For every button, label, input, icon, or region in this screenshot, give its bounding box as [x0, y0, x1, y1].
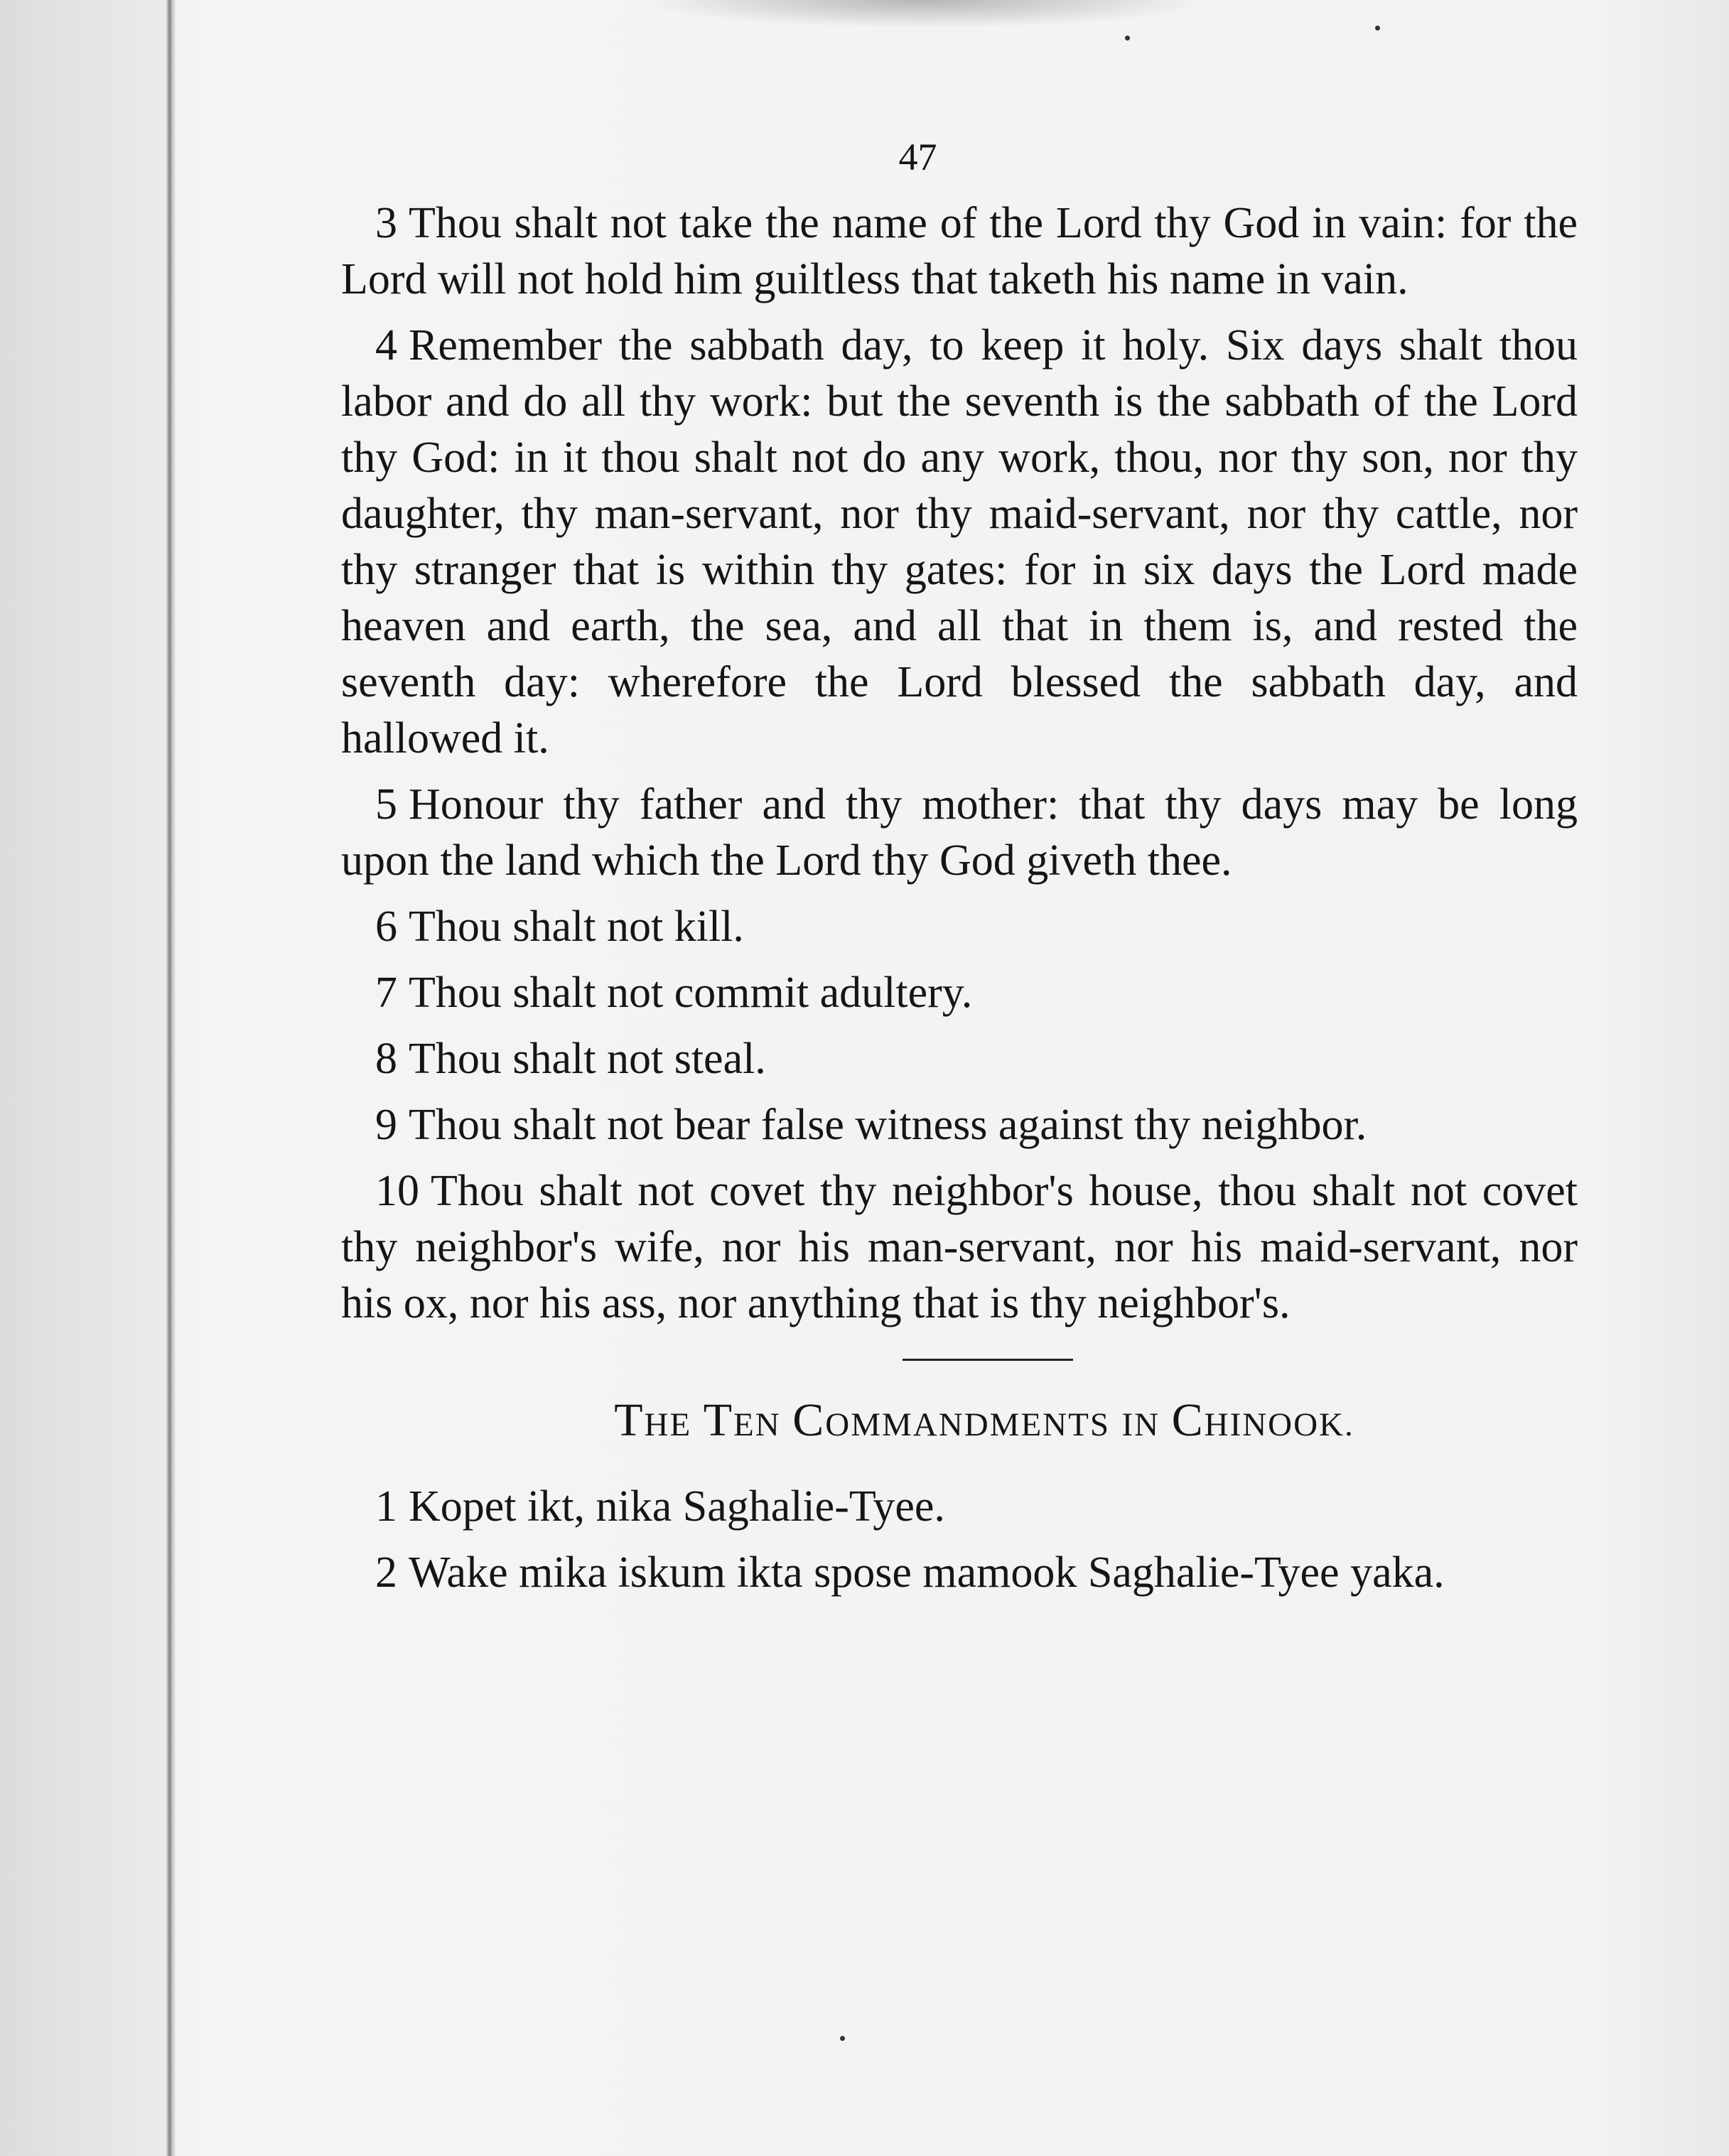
- title-word: CHINOOK.: [1171, 1394, 1354, 1446]
- page-number: 47: [898, 136, 937, 178]
- commandment-4: [341, 318, 1578, 767]
- commandment-3: [341, 195, 1578, 308]
- verse-text: Thou shalt not covet thy neighbor's house, thou shalt not covet thy neighbor's wife, nor his man-servant, nor his maid-servant, nor his ox, nor his ass, nor anything that is thy neighbor's.: [341, 1167, 1578, 1327]
- verse-number: 5: [375, 780, 397, 829]
- verse-number: 1: [375, 1482, 397, 1531]
- verse-number: 2: [375, 1548, 397, 1597]
- title-word: TEN: [703, 1394, 781, 1446]
- title-word: THE: [614, 1394, 692, 1446]
- verse-number: 10: [375, 1167, 419, 1215]
- verse-text: Thou shalt not kill.: [409, 902, 744, 951]
- verse-number: 3: [375, 199, 397, 247]
- scan-shadow: [640, 0, 1208, 28]
- commandment-7: [341, 965, 1578, 1021]
- commandment-10: [341, 1163, 1578, 1332]
- verse-text: Thou shalt not bear false witness against thy neighbor.: [409, 1101, 1367, 1149]
- commandment-6: [341, 899, 1578, 955]
- verse-number: 6: [375, 902, 397, 951]
- commandment-5: [341, 777, 1578, 889]
- verse-number: 9: [375, 1101, 397, 1149]
- binding-shadow: [0, 0, 171, 2156]
- verse-text: Thou shalt not commit adultery.: [409, 969, 973, 1017]
- book-gutter: [166, 0, 176, 2156]
- chinook-commandment-2: [341, 1545, 1578, 1601]
- commandment-8: [341, 1031, 1578, 1087]
- scan-speck: [1375, 26, 1380, 31]
- verse-text: Wake mika iskum ikta spose mamook Saghalie-Tyee yaka.: [409, 1548, 1445, 1597]
- verse-number: 8: [375, 1035, 397, 1083]
- verse-text: Kopet ikt, nika Saghalie-Tyee.: [409, 1482, 945, 1531]
- commandment-9: [341, 1097, 1578, 1153]
- verse-text: Remember the sabbath day, to keep it holy. Six days shalt thou labor and do all thy work: but the seventh is the sabbath of the Lord thy God: in it thou shalt not do any work, thou, nor thy son, nor thy daughter, thy man-servant, nor thy maid-servant, nor thy cattle, nor thy stranger that is within thy gates: for in six days the Lord made heaven and earth, the sea, and all that in them is, and rested the seventh day: wherefore the Lord blessed the sabbath day, and hallowed it.: [341, 321, 1578, 762]
- section-title: [341, 1392, 1578, 1453]
- verse-text: Honour thy father and thy mother: that thy days may be long upon the land which the Lord thy God giveth thee.: [341, 780, 1578, 885]
- chinook-commandment-1: [341, 1479, 1578, 1535]
- verse-number: 7: [375, 969, 397, 1017]
- title-word: IN: [1121, 1406, 1160, 1443]
- verse-text: Thou shalt not take the name of the Lord thy God in vain: for the Lord will not hold him guiltless that taketh his name in vain.: [341, 199, 1578, 303]
- section-title-text: [614, 1394, 1354, 1446]
- verse-number: 4: [375, 321, 397, 370]
- scan-speck: [840, 2036, 845, 2041]
- main-text: [341, 195, 1578, 1611]
- scan-speck: [1125, 36, 1130, 41]
- title-word: COMMANDMENTS: [792, 1394, 1110, 1446]
- verse-text: Thou shalt not steal.: [409, 1035, 766, 1083]
- section-divider: [903, 1359, 1073, 1361]
